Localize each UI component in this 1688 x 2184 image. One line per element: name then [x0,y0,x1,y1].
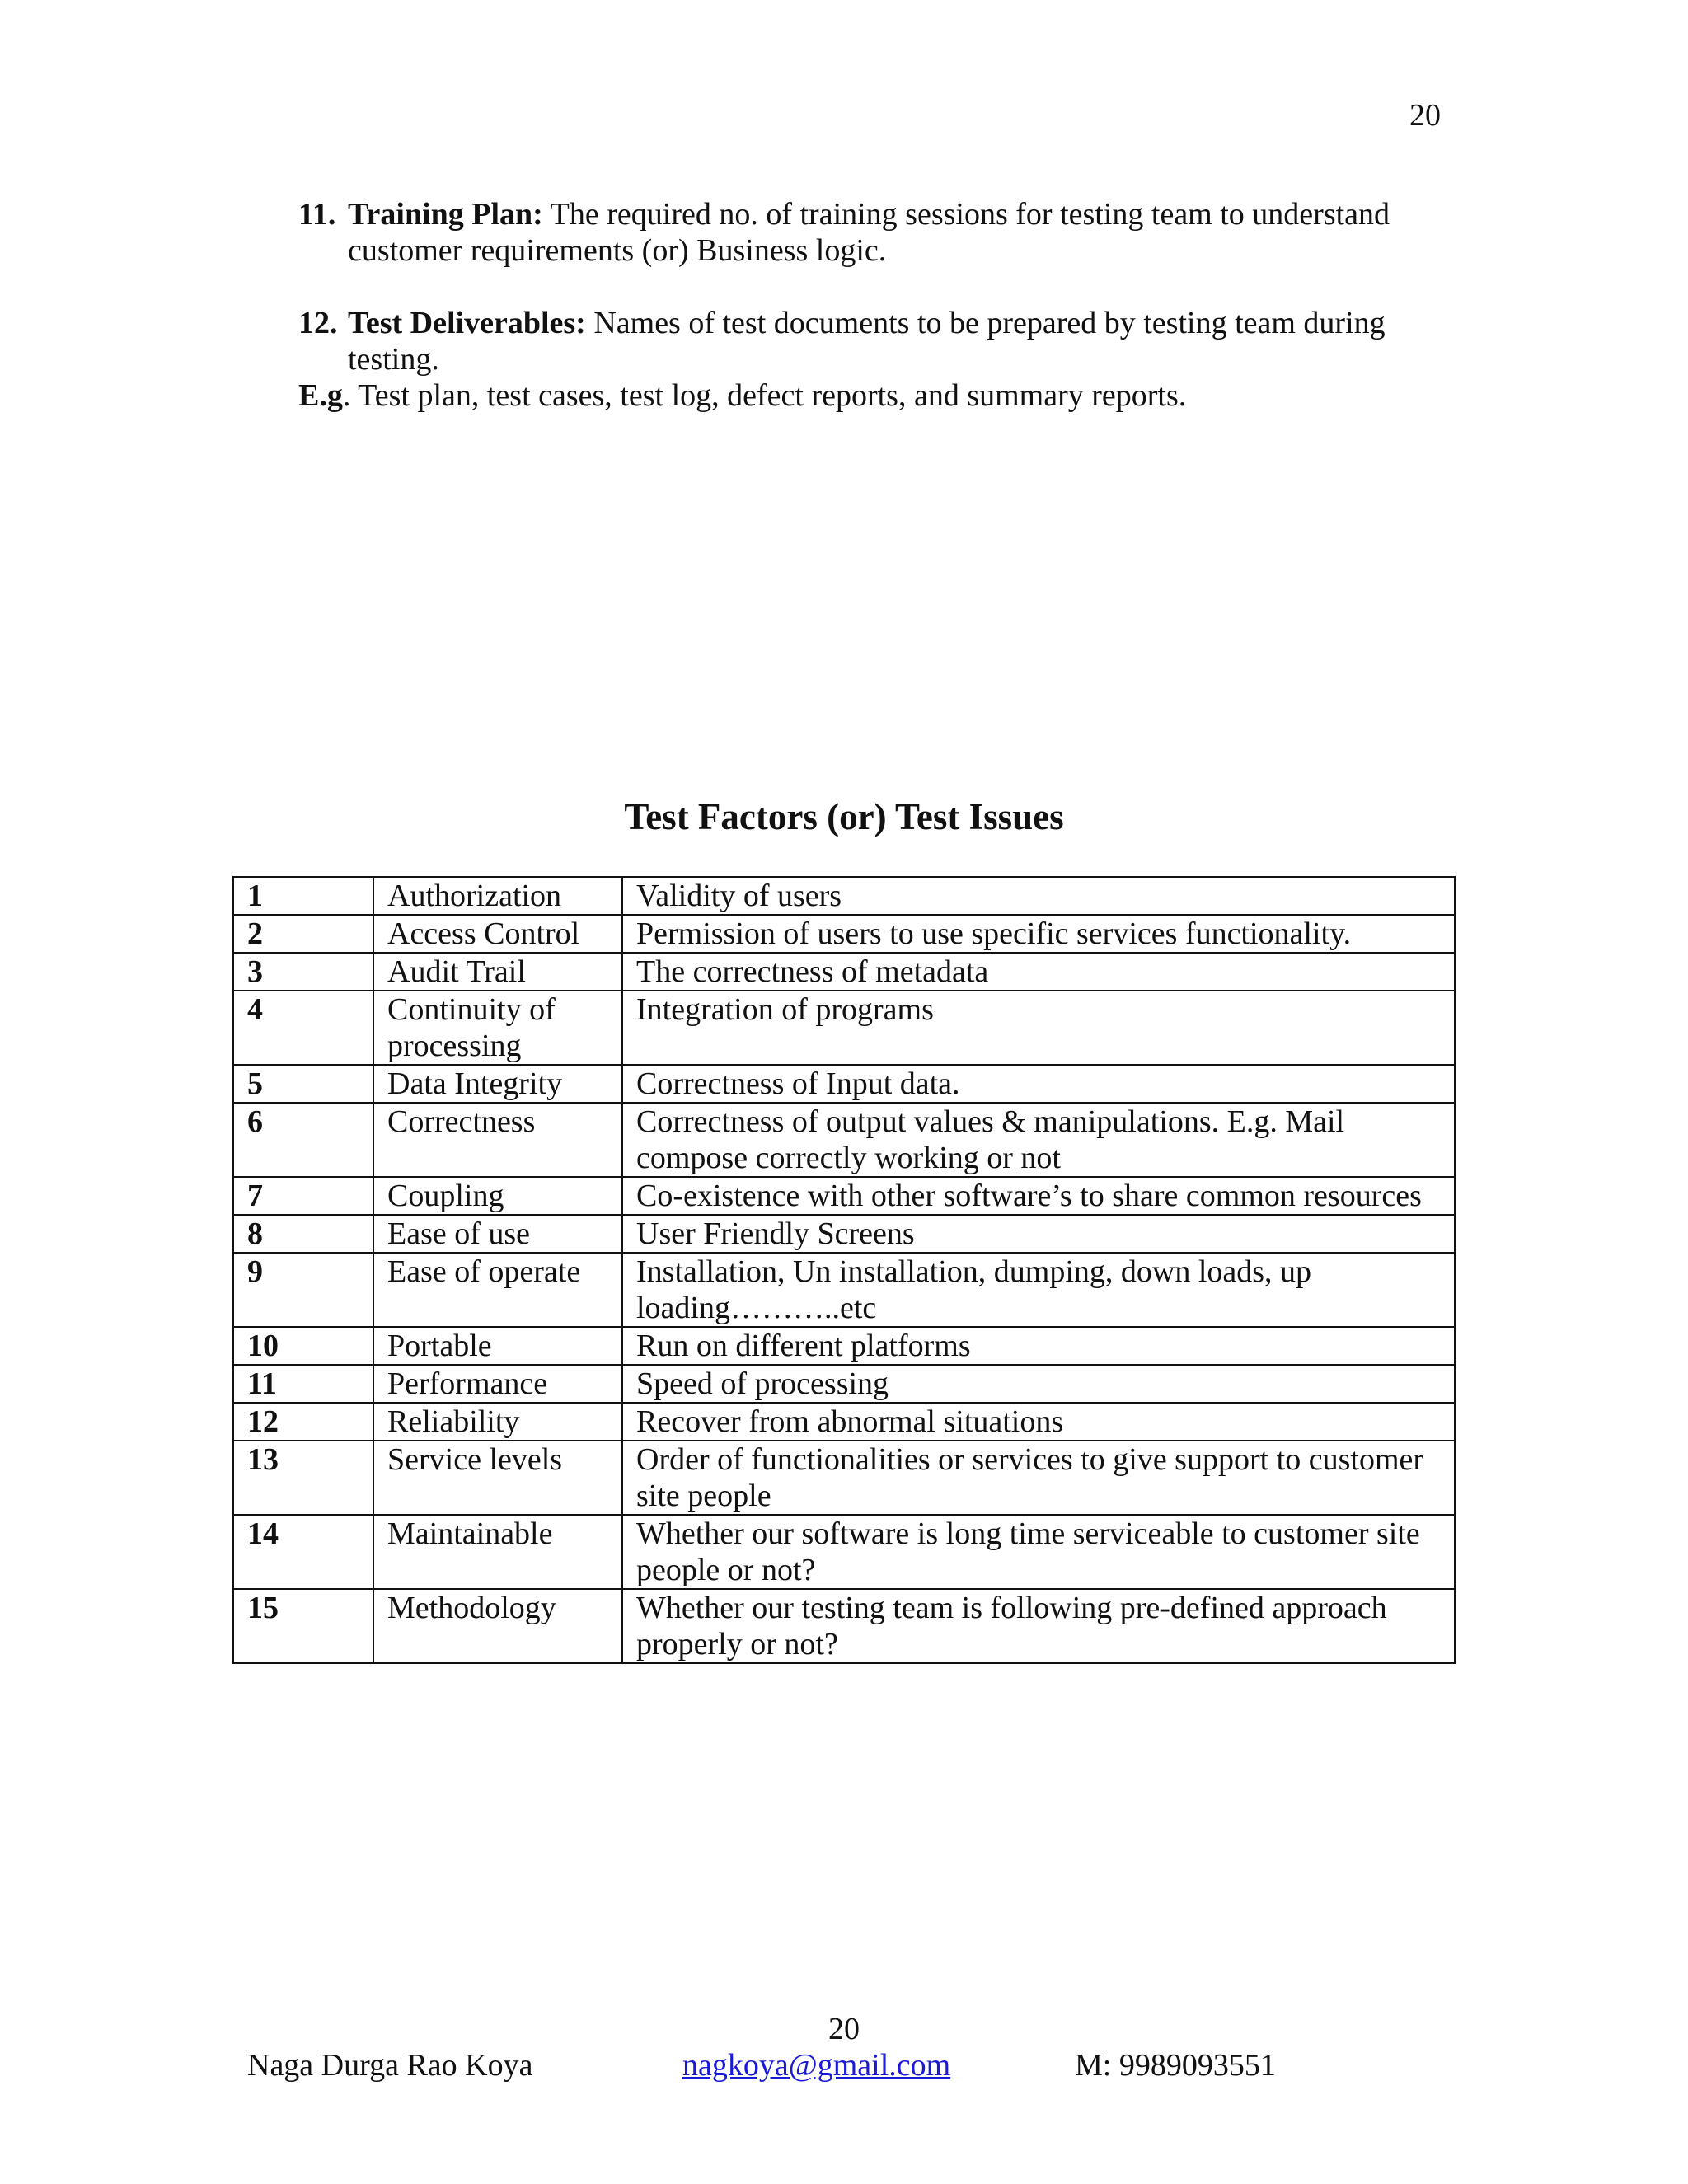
item-number: 11. [298,197,336,232]
test-factor: Correctness [373,1103,622,1177]
row-number: 9 [233,1253,373,1327]
row-number: 13 [233,1441,373,1515]
row-number: 14 [233,1515,373,1589]
footer-email-link[interactable]: nagkoya@gmail.com [682,2048,951,2083]
row-number: 1 [233,877,373,915]
test-factors-table [232,876,1456,1664]
test-factor: Continuity of processing [373,991,622,1065]
row-number: 10 [233,1327,373,1365]
factor-description: Speed of processing [622,1365,1455,1403]
page-number-top: 20 [1409,98,1441,133]
test-factor: Performance [373,1365,622,1403]
row-number: 7 [233,1177,373,1215]
footer-page-number: 20 [828,2012,860,2046]
table-row [233,1177,1455,1215]
factor-description: Permission of users to use specific services functionality. [622,915,1455,953]
row-number: 4 [233,991,373,1065]
test-factor: Ease of operate [373,1253,622,1327]
table-row [233,1215,1455,1253]
table-row [233,877,1455,915]
table-row [233,1589,1455,1663]
table-row [233,991,1455,1065]
example-label: E.g [298,378,343,413]
item-number: 12. [298,306,338,340]
row-number: 12 [233,1403,373,1441]
footer-author: Naga Durga Rao Koya [247,2048,533,2083]
item-text: The required no. of training sessions for testing team to understand customer requirements (or) Business logic. [348,197,1390,268]
row-number: 11 [233,1365,373,1403]
factor-description: Integration of programs [622,991,1455,1065]
table-row [233,953,1455,991]
list-item-test-deliverables [298,305,1452,377]
row-number: 8 [233,1215,373,1253]
table-row [233,1403,1455,1441]
list-item-training-plan [298,196,1452,269]
factor-description: Correctness of output values & manipulations. E.g. Mail compose correctly working or not [622,1103,1455,1177]
item-text: Names of test documents to be prepared by testing team during testing. [348,306,1386,377]
factor-description: Installation, Un installation, dumping, down loads, up loading………..etc [622,1253,1455,1327]
test-factor: Methodology [373,1589,622,1663]
test-factor: Audit Trail [373,953,622,991]
item-heading: Training Plan: [348,197,543,232]
test-factor: Reliability [373,1403,622,1441]
table-title: Test Factors (or) Test Issues [624,796,1064,837]
factor-description: Whether our testing team is following pre-defined approach properly or not? [622,1589,1455,1663]
test-factor: Maintainable [373,1515,622,1589]
example-text: . Test plan, test cases, test log, defect reports, and summary reports. [342,378,1187,413]
table-row [233,1365,1455,1403]
table-body [233,877,1455,1663]
factor-description: Order of functionalities or services to give support to customer site people [622,1441,1455,1515]
row-number: 6 [233,1103,373,1177]
factor-description: The correctness of metadata [622,953,1455,991]
example-line [298,377,1452,414]
table-row [233,1065,1455,1103]
factor-description: User Friendly Screens [622,1215,1455,1253]
factor-description: Recover from abnormal situations [622,1403,1455,1441]
row-number: 3 [233,953,373,991]
table-row [233,1327,1455,1365]
test-factor: Ease of use [373,1215,622,1253]
table-row [233,1441,1455,1515]
factor-description: Correctness of Input data. [622,1065,1455,1103]
test-factor: Data Integrity [373,1065,622,1103]
factor-description: Validity of users [622,877,1455,915]
test-factor: Authorization [373,877,622,915]
footer-phone: M: 9989093551 [1075,2048,1276,2083]
row-number: 5 [233,1065,373,1103]
test-factor: Portable [373,1327,622,1365]
factor-description: Whether our software is long time serviceable to customer site people or not? [622,1515,1455,1589]
test-factor: Service levels [373,1441,622,1515]
table-row [233,1515,1455,1589]
factor-description: Run on different platforms [622,1327,1455,1365]
item-heading: Test Deliverables: [348,306,586,340]
table-row [233,1103,1455,1177]
content-section [298,196,1452,414]
test-factor: Coupling [373,1177,622,1215]
test-factor: Access Control [373,915,622,953]
row-number: 2 [233,915,373,953]
table-row [233,915,1455,953]
table-row [233,1253,1455,1327]
factor-description: Co-existence with other software’s to share common resources [622,1177,1455,1215]
row-number: 15 [233,1589,373,1663]
